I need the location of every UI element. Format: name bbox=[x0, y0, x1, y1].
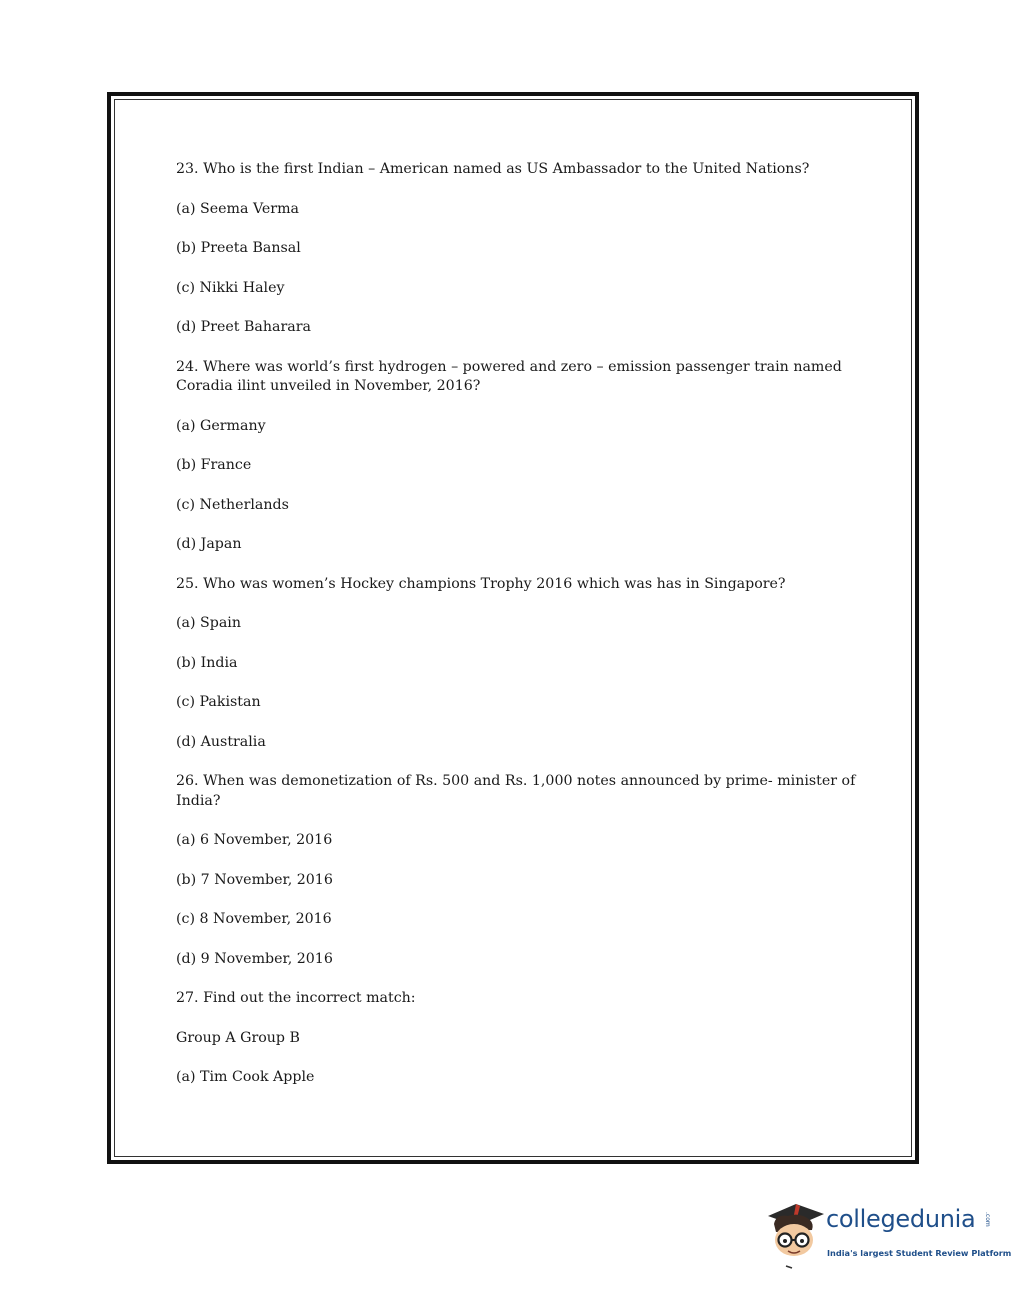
question-25: 25. Who was women’s Hockey champions Trophy 2016 which was has in Singapore? bbox=[176, 575, 786, 592]
question-25-option-c: (c) Pakistan bbox=[176, 694, 261, 710]
question-24-line-2: Coradia ilint unveiled in November, 2016? bbox=[176, 378, 481, 394]
question-27: 27. Find out the incorrect match: bbox=[176, 990, 416, 1006]
question-23-option-d: (d) Preet Baharara bbox=[176, 319, 311, 335]
question-23-option-a: (a) Seema Verma bbox=[176, 200, 300, 217]
question-25-option-d: (d) Australia bbox=[176, 733, 266, 750]
question-26-line-1: 26. When was demonetization of Rs. 500 and Rs. 1,000 notes announced by prime- minister of bbox=[176, 773, 856, 789]
question-24-option-a: (a) Germany bbox=[176, 417, 266, 434]
question-26-option-a: (a) 6 November, 2016 bbox=[176, 832, 333, 848]
question-27-group-header: Group A Group B bbox=[176, 1029, 300, 1046]
question-23-option-b: (b) Preeta Bansal bbox=[176, 240, 301, 256]
question-26-line-2: India? bbox=[176, 792, 221, 809]
logo-tagline: India's largest Student Review Platform bbox=[827, 1248, 1012, 1258]
question-list bbox=[176, 160, 866, 1108]
question-24-option-b: (b) France bbox=[176, 457, 252, 473]
logo-wordmark: collegedunia bbox=[826, 1205, 976, 1233]
question-24-line-1: 24. Where was world’s first hydrogen – powered and zero – emission passenger train named bbox=[176, 358, 842, 375]
question-27-option-a: (a) Tim Cook Apple bbox=[176, 1069, 315, 1085]
question-25-option-a: (a) Spain bbox=[176, 615, 241, 631]
question-23-option-c: (c) Nikki Haley bbox=[176, 279, 285, 296]
question-25-option-b: (b) India bbox=[176, 654, 238, 671]
question-26-option-d: (d) 9 November, 2016 bbox=[176, 950, 333, 967]
question-26 bbox=[176, 772, 866, 811]
question-24-option-c: (c) Netherlands bbox=[176, 496, 289, 513]
question-24 bbox=[176, 358, 866, 397]
question-26-option-b: (b) 7 November, 2016 bbox=[176, 871, 333, 888]
question-23: 23. Who is the first Indian – American named as US Ambassador to the United Nations? bbox=[176, 161, 810, 177]
logo-suffix: .com bbox=[984, 1212, 991, 1227]
question-26-option-c: (c) 8 November, 2016 bbox=[176, 911, 332, 927]
mascot-icon bbox=[766, 1198, 826, 1270]
collegedunia-logo bbox=[766, 1198, 1012, 1270]
question-24-option-d: (d) Japan bbox=[176, 536, 242, 552]
